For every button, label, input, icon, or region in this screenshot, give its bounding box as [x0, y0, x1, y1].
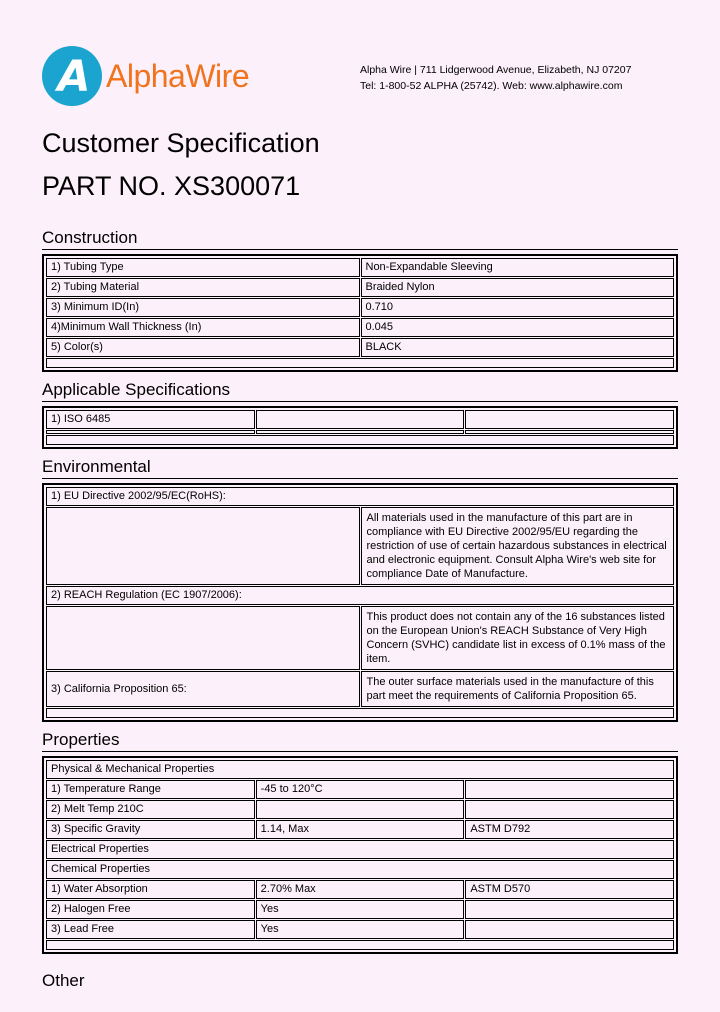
property-value-cell: 1.14, Max [256, 820, 465, 839]
spec-cell: 1) ISO 6485 [46, 410, 255, 429]
environmental-heading: Environmental [42, 457, 678, 479]
test-method-cell [465, 800, 674, 819]
address-line-1: Alpha Wire | 711 Lidgerwood Avenue, Elizabeth, NJ 07207 [360, 64, 632, 76]
section-properties [42, 730, 678, 954]
spec-value-cell: BLACK [361, 338, 675, 357]
applicable-specifications-table-frame [42, 406, 678, 449]
spec-label-cell: 2) Tubing Material [46, 278, 360, 297]
table-row-empty [46, 430, 674, 434]
empty-cell [256, 430, 465, 434]
property-value-cell: 2.70% Max [256, 880, 465, 899]
svg-text:A: A [57, 51, 91, 102]
empty-cell [46, 435, 674, 445]
document-title: Customer Specification [42, 128, 320, 158]
table-row-empty [46, 435, 674, 445]
table-row [46, 410, 674, 429]
property-value-cell: -45 to 120°C [256, 780, 465, 799]
spec-value-cell: Braided Nylon [361, 278, 675, 297]
environmental-table-frame [42, 483, 678, 722]
construction-table-frame [42, 254, 678, 372]
section-applicable-specifications [42, 380, 678, 449]
spec-label-cell: 5) Color(s) [46, 338, 360, 357]
test-method-cell: ASTM D792 [465, 820, 674, 839]
test-method-cell [465, 900, 674, 919]
empty-cell [46, 940, 674, 950]
spec-label-cell: 1) Tubing Type [46, 258, 360, 277]
spec-value-cell: 0.045 [361, 318, 675, 337]
spec-cell [465, 410, 674, 429]
table-row [46, 900, 674, 919]
properties-table-frame [42, 756, 678, 954]
table-row-group-heading [46, 760, 674, 779]
group-heading-cell: Physical & Mechanical Properties [46, 760, 674, 779]
table-row [46, 258, 674, 277]
regulation-label-cell: 3) California Proposition 65: [46, 671, 360, 707]
property-value-cell: Yes [256, 900, 465, 919]
part-number-title: PART NO. XS300071 [42, 171, 301, 201]
construction-table [45, 257, 675, 369]
property-label-cell: 2) Melt Temp 210C [46, 800, 255, 819]
compliance-statement-cell: The outer surface materials used in the manufacture of this part meet the requirements of California Proposition 65. [361, 671, 675, 707]
compliance-statement-cell: All materials used in the manufacture of this part are in compliance with EU Directive 2002/95/EU regarding the restriction of use of certain hazardous substances in electrical and electronic equipment. Consult Alpha Wire's web site for compliance Date of Manufacture. [361, 507, 675, 585]
document-header [42, 46, 678, 108]
table-row-empty [46, 358, 674, 368]
group-heading-cell: Electrical Properties [46, 840, 674, 859]
table-row-group-heading [46, 860, 674, 879]
table-row [46, 318, 674, 337]
property-label-cell: 1) Water Absorption [46, 880, 255, 899]
table-row [46, 487, 674, 506]
properties-table [45, 759, 675, 951]
table-row-empty [46, 940, 674, 950]
table-row [46, 820, 674, 839]
regulation-label-cell: 1) EU Directive 2002/95/EC(RoHS): [46, 487, 674, 506]
property-label-cell: 1) Temperature Range [46, 780, 255, 799]
properties-heading: Properties [42, 730, 678, 752]
table-row [46, 880, 674, 899]
table-row-group-heading [46, 840, 674, 859]
section-environmental [42, 457, 678, 722]
table-row [46, 671, 674, 707]
table-row [46, 338, 674, 357]
construction-heading: Construction [42, 228, 678, 250]
spec-cell [256, 410, 465, 429]
table-row [46, 920, 674, 939]
address-line-2: Tel: 1-800-52 ALPHA (25742). Web: www.alphawire.com [360, 80, 623, 92]
regulation-label-cell: 2) REACH Regulation (EC 1907/2006): [46, 586, 674, 605]
group-heading-cell: Chemical Properties [46, 860, 674, 879]
applicable-specifications-heading: Applicable Specifications [42, 380, 678, 402]
spec-label-cell: 4)Minimum Wall Thickness (In) [46, 318, 360, 337]
property-value-cell: Yes [256, 920, 465, 939]
property-label-cell: 2) Halogen Free [46, 900, 255, 919]
empty-cell [46, 708, 674, 718]
section-construction [42, 228, 678, 372]
company-address [360, 62, 631, 94]
empty-cell [46, 606, 360, 670]
applicable-specifications-table [45, 409, 675, 446]
environmental-table [45, 486, 675, 719]
empty-cell [46, 358, 674, 368]
spec-value-cell: Non-Expandable Sleeving [361, 258, 675, 277]
empty-cell [465, 430, 674, 434]
table-row [46, 278, 674, 297]
property-label-cell: 3) Lead Free [46, 920, 255, 939]
property-value-cell [256, 800, 465, 819]
spec-label-cell: 3) Minimum ID(In) [46, 298, 360, 317]
table-row [46, 800, 674, 819]
test-method-cell: ASTM D570 [465, 880, 674, 899]
test-method-cell [465, 780, 674, 799]
table-row [46, 606, 674, 670]
brand-name: AlphaWire [106, 57, 250, 94]
property-label-cell: 3) Specific Gravity [46, 820, 255, 839]
table-row [46, 507, 674, 585]
table-row-empty [46, 708, 674, 718]
compliance-statement-cell: This product does not contain any of the 16 substances listed on the European Union's REACH Substance of Very High Concern (SVHC) candidate list in excess of 0.1% mass of the item. [361, 606, 675, 670]
spec-value-cell: 0.710 [361, 298, 675, 317]
empty-cell [46, 507, 360, 585]
table-row [46, 780, 674, 799]
table-row [46, 586, 674, 605]
other-heading: Other [42, 971, 85, 990]
table-row [46, 298, 674, 317]
alphawire-logo-icon [42, 46, 102, 106]
test-method-cell [465, 920, 674, 939]
empty-cell [46, 430, 255, 434]
